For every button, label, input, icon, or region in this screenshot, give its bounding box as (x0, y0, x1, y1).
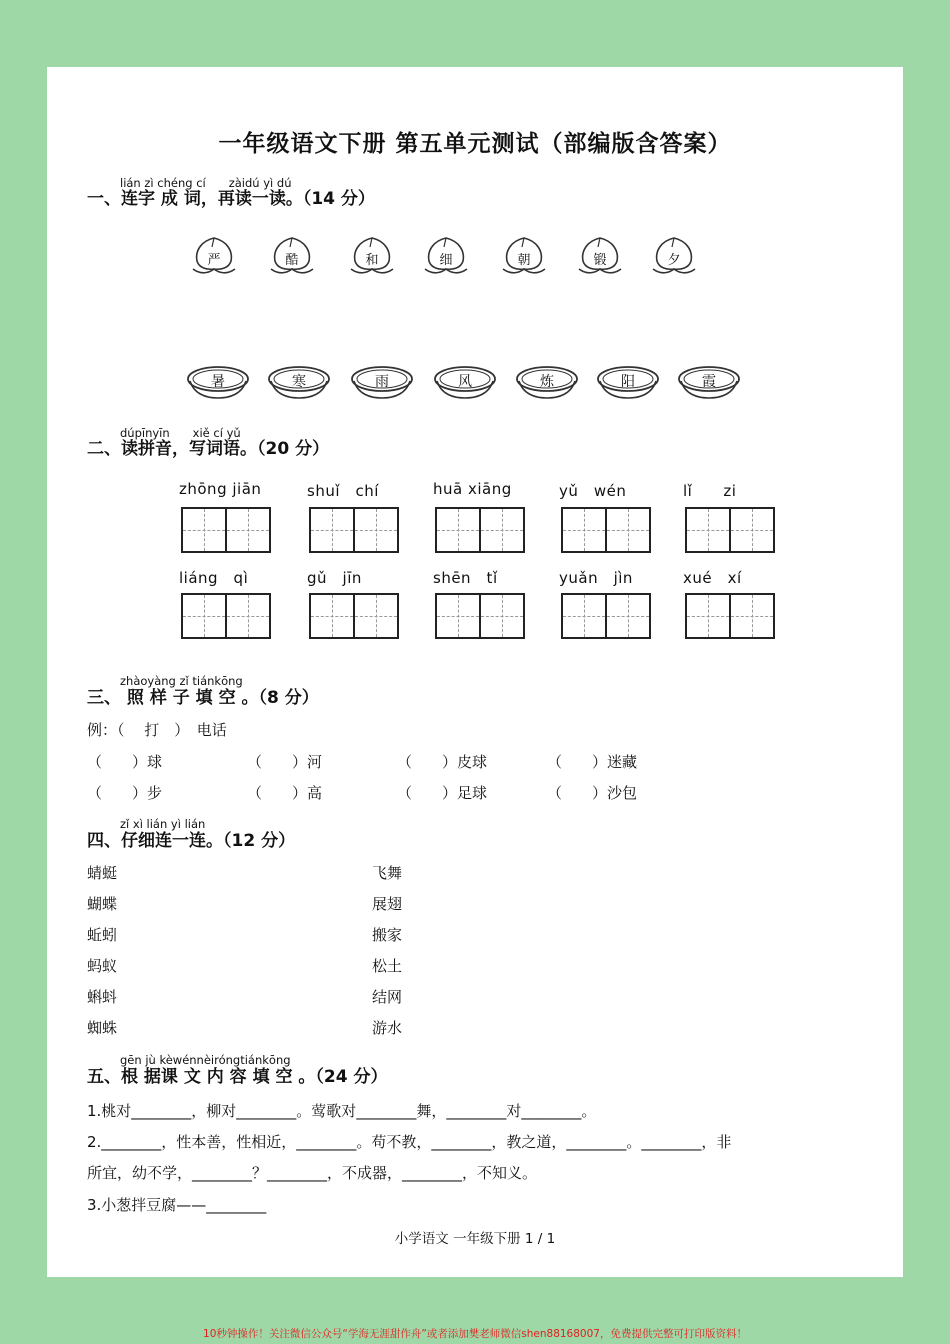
sec5-line-3: 所宜，幼不学，________？________，不成器，________，不知义。 (87, 1164, 538, 1182)
bowl-char: 阳 (621, 374, 635, 390)
sec5-line-4: 3.小葱拌豆腐——________ (87, 1196, 267, 1214)
grid-cell (353, 509, 397, 551)
pinyin-label: shēn tǐ (433, 569, 498, 587)
sec1-pinyin: lián zì chéng cí zàidú yì dú (120, 176, 292, 190)
match-right-item: 展翅 (372, 895, 403, 913)
writing-grid (309, 593, 399, 639)
peach-char: 锻 (593, 253, 607, 268)
peach-card (345, 235, 399, 279)
grid-cell (729, 509, 773, 551)
bowl-card (186, 364, 250, 402)
pinyin-label: zhōng jiān (179, 480, 262, 498)
bowl-char: 雨 (375, 374, 389, 390)
fill-blank-item: （ ）高 (247, 784, 323, 802)
peach-char: 严 (207, 253, 221, 268)
grid-cell (729, 595, 773, 637)
peach-card (419, 235, 473, 279)
bowl-char: 霞 (702, 374, 716, 390)
fill-blank-item: （ ）步 (87, 784, 163, 802)
pinyin-label: lǐ zi (683, 482, 737, 500)
fill-blank-item: （ ）足球 (397, 784, 488, 802)
peach-card (187, 235, 241, 279)
grid-cell (353, 595, 397, 637)
pinyin-label: shuǐ chí (307, 482, 379, 500)
writing-grid (181, 507, 271, 553)
page-footer: 小学语文 一年级下册 1 / 1 (394, 1231, 556, 1247)
grid-cell (605, 509, 649, 551)
pinyin-label: huā xiāng (433, 480, 512, 498)
peach-char: 朝 (517, 253, 531, 268)
worksheet-page (47, 67, 903, 1277)
writing-grid (685, 507, 775, 553)
grid-cell (183, 509, 225, 551)
sec5-heading: 五、根 据课 文 内 容 填 空 。（24 分） (87, 1067, 388, 1087)
bowl-card (596, 364, 660, 402)
writing-grid (435, 593, 525, 639)
grid-cell (183, 595, 225, 637)
peach-card (265, 235, 319, 279)
bowl-card (433, 364, 497, 402)
fill-blank-item: （ ）皮球 (397, 753, 488, 771)
sec4-pinyin: zǐ xì lián yì lián (120, 817, 206, 831)
peach-char: 细 (439, 253, 453, 268)
match-right-item: 搬家 (372, 926, 403, 944)
match-left-item: 蜻蜓 (87, 864, 118, 882)
fill-blank-item: （ ）河 (247, 753, 323, 771)
pinyin-label: gǔ jīn (307, 569, 362, 587)
pinyin-label: yuǎn jìn (559, 569, 633, 587)
grid-cell (479, 509, 523, 551)
bowl-char: 风 (458, 374, 472, 390)
bowl-card (677, 364, 741, 402)
bowl-char: 炼 (540, 374, 554, 390)
match-left-item: 蚯蚓 (87, 926, 118, 944)
bowl-card (515, 364, 579, 402)
grid-cell (563, 509, 605, 551)
peach-char: 夕 (667, 253, 681, 268)
peach-card (497, 235, 551, 279)
match-left-item: 蚂蚁 (87, 957, 118, 975)
grid-cell (479, 595, 523, 637)
pinyin-label: xué xí (683, 569, 742, 587)
sec5-line-2: 2.________，性本善，性相近，________。苟不教，________，教之道，________。________，非 (87, 1133, 732, 1151)
bowl-char: 寒 (292, 374, 306, 390)
peach-card (573, 235, 627, 279)
fill-blank-item: （ ）迷藏 (547, 753, 638, 771)
writing-grid (561, 507, 651, 553)
grid-cell (225, 595, 269, 637)
sec3-pinyin: zhàoyàng zǐ tiánkōng (120, 674, 243, 688)
grid-cell (687, 595, 729, 637)
match-right-item: 游水 (372, 1019, 403, 1037)
sec5-line-1: 1.桃对________，柳对________。莺歌对________舞，________对________。 (87, 1102, 597, 1120)
grid-cell (225, 509, 269, 551)
bowl-char: 暑 (211, 374, 225, 390)
grid-cell (563, 595, 605, 637)
writing-grid (685, 593, 775, 639)
promo-banner: 10秒钟操作！关注微信公众号“学海无涯甜作舟”或者添加樊老师微信shen88168007，免费提供完整可打印版资料！ (203, 1328, 747, 1340)
peach-char: 和 (365, 253, 379, 268)
sec4-heading: 四、仔细连一连。（12 分） (87, 831, 296, 851)
writing-grid (181, 593, 271, 639)
pinyin-label: yǔ wén (559, 482, 627, 500)
sec3-example: 例：（ 打 ） 电话 (87, 721, 227, 739)
sec5-pinyin: gēn jù kèwénnèiróngtiánkōng (120, 1053, 291, 1067)
grid-cell (605, 595, 649, 637)
grid-cell (437, 509, 479, 551)
match-left-item: 蝴蝶 (87, 895, 118, 913)
grid-cell (687, 509, 729, 551)
match-left-item: 蜘蛛 (87, 1019, 118, 1037)
grid-cell (437, 595, 479, 637)
writing-grid (435, 507, 525, 553)
sec2-pinyin: dúpīnyīn xiě cí yǔ (120, 426, 241, 440)
fill-blank-item: （ ）球 (87, 753, 163, 771)
peach-card (647, 235, 701, 279)
peach-char: 酷 (285, 253, 299, 268)
pinyin-label: liáng qì (179, 569, 249, 587)
bowl-card (267, 364, 331, 402)
grid-cell (311, 509, 353, 551)
match-left-item: 蝌蚪 (87, 988, 118, 1006)
sec3-heading: 三、 照 样 子 填 空 。（8 分） (87, 688, 319, 708)
bowl-card (350, 364, 414, 402)
writing-grid (309, 507, 399, 553)
sec2-heading: 二、读拼音，写词语。（20 分） (87, 439, 330, 459)
match-right-item: 松土 (372, 957, 403, 975)
match-right-item: 飞舞 (372, 864, 403, 882)
writing-grid (561, 593, 651, 639)
match-right-item: 结网 (372, 988, 403, 1006)
page-title: 一年级语文下册 第五单元测试（部编版含答案） (218, 131, 732, 157)
sec1-heading: 一、连字 成 词，再读一读。（14 分） (87, 189, 375, 209)
fill-blank-item: （ ）沙包 (547, 784, 638, 802)
grid-cell (311, 595, 353, 637)
